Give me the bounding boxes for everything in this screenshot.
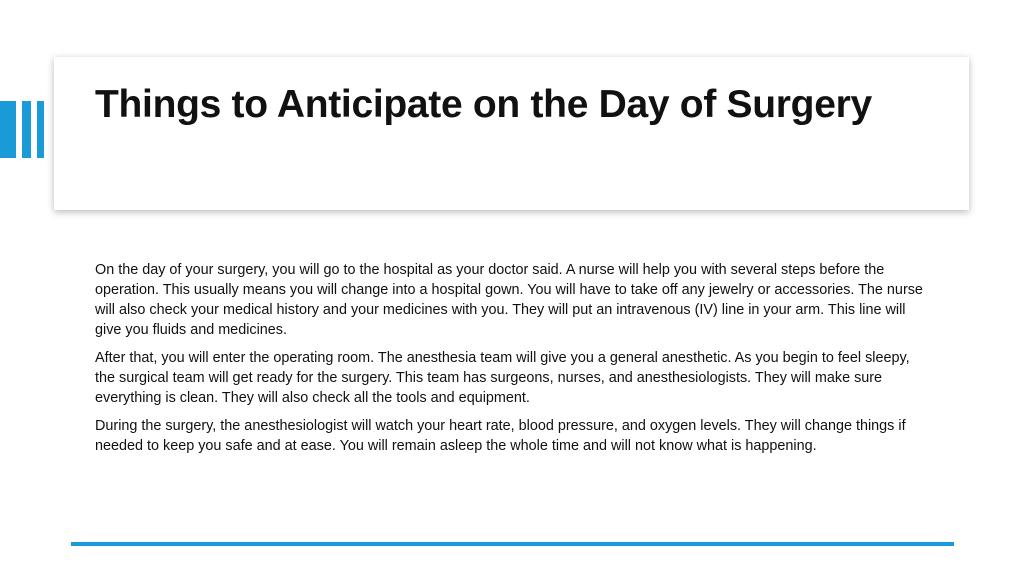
paragraph-2: After that, you will enter the operating room. The anesthesia team will give you a general anesthetic. As you begin to feel sleepy, the surgical team will get ready for the surgery. This team has surgeons, nurses, and anesthesiologists. They will make sure everything is clean. They will also check all the tools and equipment. — [95, 350, 910, 406]
paragraph-1: On the day of your surgery, you will go to the hospital as your doctor said. A nurse will help you with several steps before the operation. This usually means you will change into a hospital gown. You will have to take off any jewelry or accessories. The nurse will also check your medical history and your medicines with you. They will put an intravenous (IV) line in your arm. This line will give you fluids and medicines. — [95, 262, 923, 338]
accent-bars-decoration — [0, 101, 50, 158]
title-box — [54, 57, 969, 210]
accent-bar-1 — [0, 101, 16, 158]
bottom-accent-line — [71, 542, 954, 546]
accent-bar-2 — [22, 101, 31, 158]
body-text — [95, 260, 925, 464]
paragraph-3: During the surgery, the anesthesiologist will watch your heart rate, blood pressure, and oxygen levels. They will change things if needed to keep you safe and at ease. You will remain asleep the whole time and will not know what is happening. — [95, 418, 906, 454]
slide-title: Things to Anticipate on the Day of Surgery — [95, 83, 872, 126]
accent-bar-3 — [37, 101, 44, 158]
